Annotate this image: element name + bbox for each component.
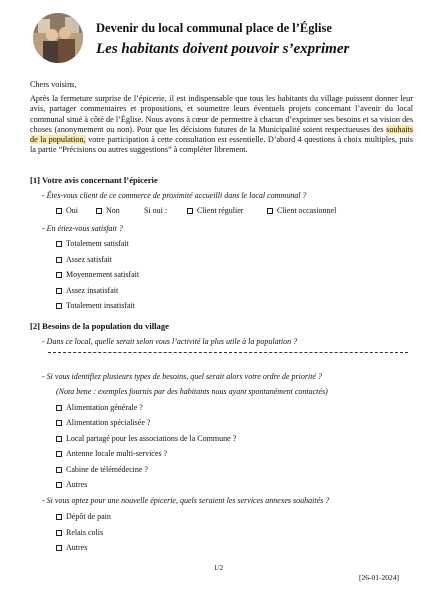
option-label: Totalement insatisfait bbox=[66, 301, 135, 310]
answer-line[interactable] bbox=[48, 352, 408, 353]
option-label: Non bbox=[106, 206, 120, 215]
question-client: - Êtes-vous client de ce commerce de proximité accueilli dans le local communal ? bbox=[42, 191, 307, 200]
label-si-oui: Si oui : bbox=[144, 206, 168, 215]
option-label: Antenne locale multi-services ? bbox=[66, 449, 168, 458]
checkbox-icon[interactable] bbox=[187, 208, 193, 214]
question-priorite: - Si vous identifiez plusieurs types de besoins, quel serait alors votre ordre de priorité ? bbox=[42, 372, 322, 381]
option-label: Client occasionnel bbox=[277, 206, 337, 215]
checkbox-icon[interactable] bbox=[56, 257, 62, 263]
option-oui[interactable] bbox=[56, 206, 78, 215]
document-title: Devenir du local communal place de l’Église bbox=[96, 21, 332, 35]
checkbox-icon[interactable] bbox=[96, 208, 102, 214]
checkbox-icon[interactable] bbox=[56, 288, 62, 294]
option-client-occasionnel[interactable] bbox=[267, 206, 336, 215]
section-2-title: [2] Besoins de la population du village bbox=[30, 321, 169, 331]
checkbox-icon[interactable] bbox=[56, 467, 62, 473]
checkbox-icon[interactable] bbox=[56, 241, 62, 247]
option-satisfaction[interactable] bbox=[56, 270, 139, 279]
option-non[interactable] bbox=[96, 206, 120, 215]
checkbox-icon[interactable] bbox=[56, 514, 62, 520]
header-photo bbox=[33, 13, 83, 63]
option-satisfaction[interactable] bbox=[56, 286, 118, 295]
option-label: Oui bbox=[66, 206, 78, 215]
section-1-title: [1] Votre avis concernant l’épicerie bbox=[30, 175, 158, 185]
option-satisfaction[interactable] bbox=[56, 255, 112, 264]
checkbox-icon[interactable] bbox=[56, 405, 62, 411]
option-label: Autres bbox=[66, 543, 88, 552]
option-client-regulier[interactable] bbox=[187, 206, 243, 215]
checkbox-icon[interactable] bbox=[56, 303, 62, 309]
option-service[interactable] bbox=[56, 528, 103, 537]
checkbox-icon[interactable] bbox=[56, 530, 62, 536]
page-number: 1/2 bbox=[213, 563, 224, 572]
option-label: Relais colis bbox=[66, 528, 104, 537]
question-services: - Si vous optez pour une nouvelle épicerie, quels seraient les services annexes souhaités ? bbox=[42, 496, 330, 505]
checkbox-icon[interactable] bbox=[56, 482, 62, 488]
client-options-row bbox=[56, 206, 416, 217]
intro-paragraph bbox=[30, 94, 413, 156]
option-label: Moyennement satisfait bbox=[66, 270, 140, 279]
checkbox-icon[interactable] bbox=[56, 272, 62, 278]
intro-text-1: Après la fermeture surprise de l’épicerie, il est indispensable que tous les habitants du village puissent donner leur avis, partager commentaires et propositions, et soumettre leurs éventuels projets concernant l’avenir du local communal situé à côté de l’Église. Nous avons à cœur de permettre à chacun d’exprimer ses besoins et sa vision des choses (anonymement ou non). Pour que les décisions futures de la Municipalité soient respectueuses des bbox=[30, 94, 413, 134]
option-label: Autres bbox=[66, 480, 88, 489]
option-label: Local partagé pour les associations de la Commune ? bbox=[66, 434, 237, 443]
option-label: Assez insatisfait bbox=[66, 286, 119, 295]
option-label: Dépôt de pain bbox=[66, 512, 111, 521]
option-besoin[interactable] bbox=[56, 480, 87, 489]
checkbox-icon[interactable] bbox=[56, 545, 62, 551]
document-subtitle: Les habitants doivent pouvoir s’exprimer bbox=[96, 41, 350, 57]
document-date: [26-01-2024] bbox=[359, 573, 399, 582]
option-label: Client régulier bbox=[197, 206, 244, 215]
option-besoin[interactable] bbox=[56, 418, 150, 427]
intro-highlight: souhaits de la population, bbox=[30, 124, 413, 145]
option-satisfaction[interactable] bbox=[56, 239, 129, 248]
option-label: Cabine de télémédecine ? bbox=[66, 465, 148, 474]
intro-text-2: votre participation à cette consultation est essentielle. D’abord 4 questions à choix multiples, puis la partie “Précisions ou autres suggestions” à compléter librement. bbox=[30, 135, 413, 155]
option-besoin[interactable] bbox=[56, 434, 236, 443]
option-label: Alimentation spécialisée ? bbox=[66, 418, 151, 427]
option-besoin[interactable] bbox=[56, 465, 148, 474]
greeting: Chers voisins, bbox=[30, 80, 77, 89]
option-label: Totalement satisfait bbox=[66, 239, 129, 248]
option-label: Assez satisfait bbox=[66, 255, 112, 264]
checkbox-icon[interactable] bbox=[56, 208, 62, 214]
checkbox-icon[interactable] bbox=[267, 208, 273, 214]
question-activite: - Dans ce local, quelle serait selon vous l’activité la plus utile à la population ? bbox=[42, 337, 298, 346]
checkbox-icon[interactable] bbox=[56, 436, 62, 442]
option-satisfaction[interactable] bbox=[56, 301, 135, 310]
option-service[interactable] bbox=[56, 543, 87, 552]
nota-bene: (Nota bene : exemples fournis par des habitants nous ayant spontanément contactés) bbox=[56, 387, 328, 396]
option-besoin[interactable] bbox=[56, 403, 143, 412]
option-service[interactable] bbox=[56, 512, 111, 521]
option-label: Alimentation générale ? bbox=[66, 403, 143, 412]
question-satisfaction: - En étiez-vous satisfait ? bbox=[42, 224, 123, 233]
checkbox-icon[interactable] bbox=[56, 451, 62, 457]
option-besoin[interactable] bbox=[56, 449, 167, 458]
checkbox-icon[interactable] bbox=[56, 420, 62, 426]
